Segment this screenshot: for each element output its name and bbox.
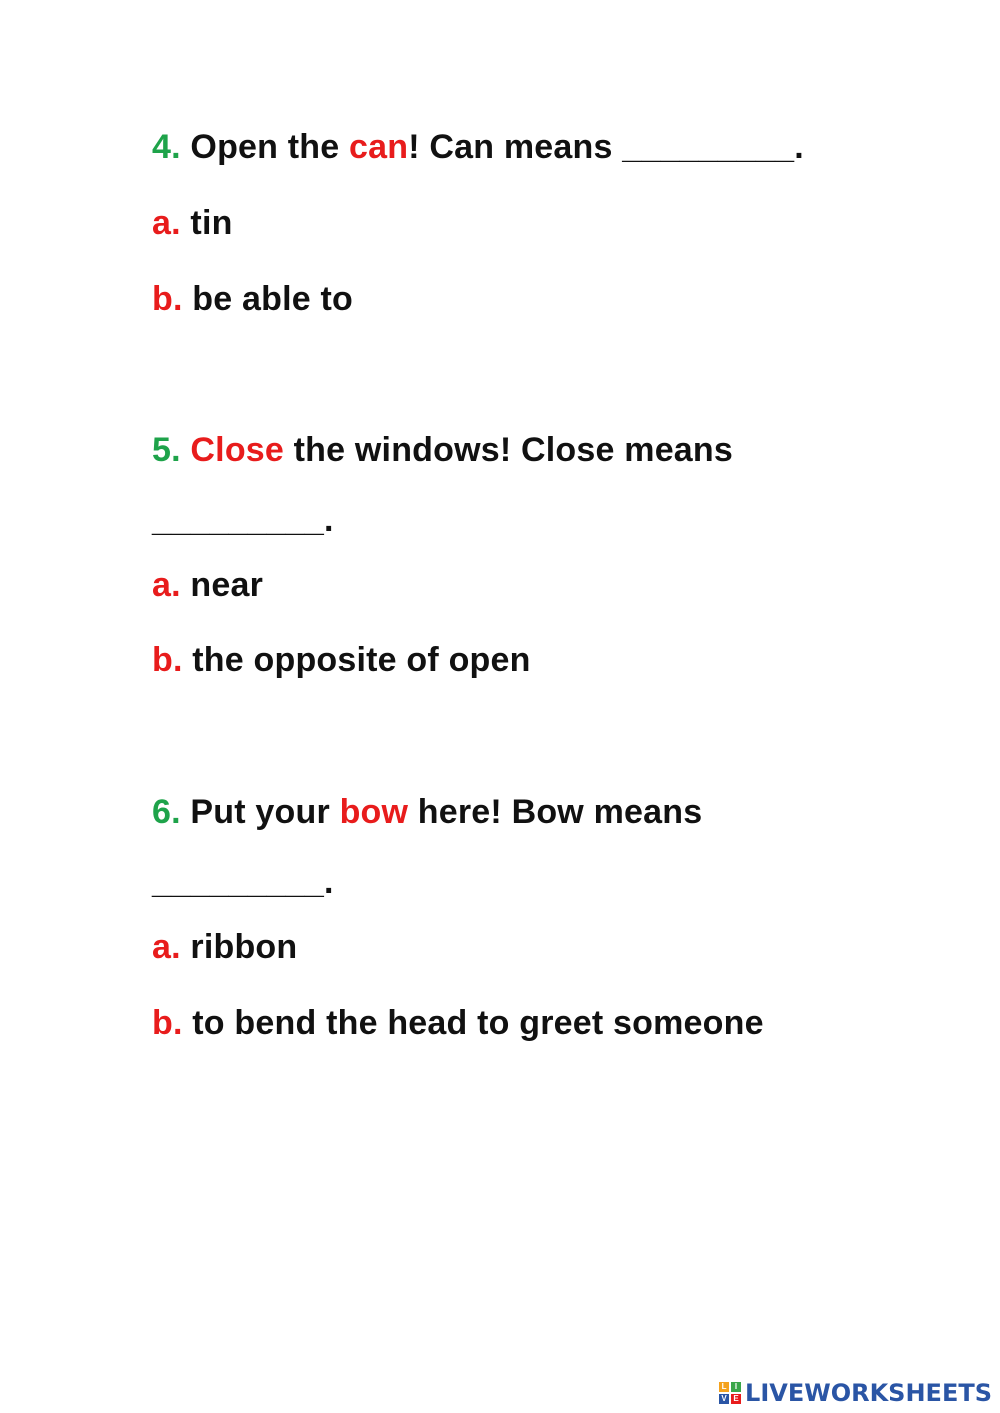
keyword: can (349, 128, 409, 166)
blank-line: _________. (152, 863, 334, 901)
logo-grid-letter: I (731, 1382, 741, 1392)
question-5-option-a[interactable] (152, 565, 263, 605)
question-6-option-b[interactable] (152, 1003, 764, 1043)
option-text: tin (190, 204, 233, 242)
prompt-text: the windows! Close means (284, 431, 733, 469)
option-letter: b. (152, 280, 183, 318)
prompt-text: Put your (190, 793, 340, 831)
option-letter: b. (152, 1004, 183, 1042)
liveworksheets-logo (719, 1379, 992, 1407)
question-6-prompt (152, 792, 702, 832)
brand-name: LIVEWORKSHEETS (745, 1379, 992, 1407)
prompt-text: here! Bow means (408, 793, 703, 831)
question-number: 6. (152, 793, 181, 831)
option-letter: a. (152, 566, 181, 604)
option-letter: a. (152, 204, 181, 242)
option-text: ribbon (190, 928, 298, 966)
prompt-text: Open the (190, 128, 350, 166)
question-6-option-a[interactable] (152, 927, 297, 967)
keyword: bow (339, 793, 409, 831)
question-4-prompt (152, 127, 804, 167)
keyword: Close (190, 431, 285, 469)
blank-line: _________. (152, 501, 334, 539)
question-6-blank (152, 862, 334, 902)
question-number: 5. (152, 431, 181, 469)
logo-grid-letter: L (719, 1382, 729, 1392)
question-number: 4. (152, 128, 181, 166)
option-text: near (190, 566, 264, 604)
question-5-option-b[interactable] (152, 640, 531, 680)
option-text: the opposite of open (192, 641, 531, 679)
option-letter: a. (152, 928, 181, 966)
option-text: to bend the head to greet someone (192, 1004, 764, 1042)
question-5-blank (152, 500, 334, 540)
prompt-text: ! Can means _________. (408, 128, 804, 166)
question-4-option-a[interactable] (152, 203, 233, 243)
logo-grid-icon (719, 1382, 741, 1404)
option-letter: b. (152, 641, 183, 679)
question-5-prompt (152, 430, 733, 470)
question-4-option-b[interactable] (152, 279, 353, 319)
logo-grid-letter: E (731, 1394, 741, 1404)
option-text: be able to (192, 280, 353, 318)
logo-grid-letter: V (719, 1394, 729, 1404)
